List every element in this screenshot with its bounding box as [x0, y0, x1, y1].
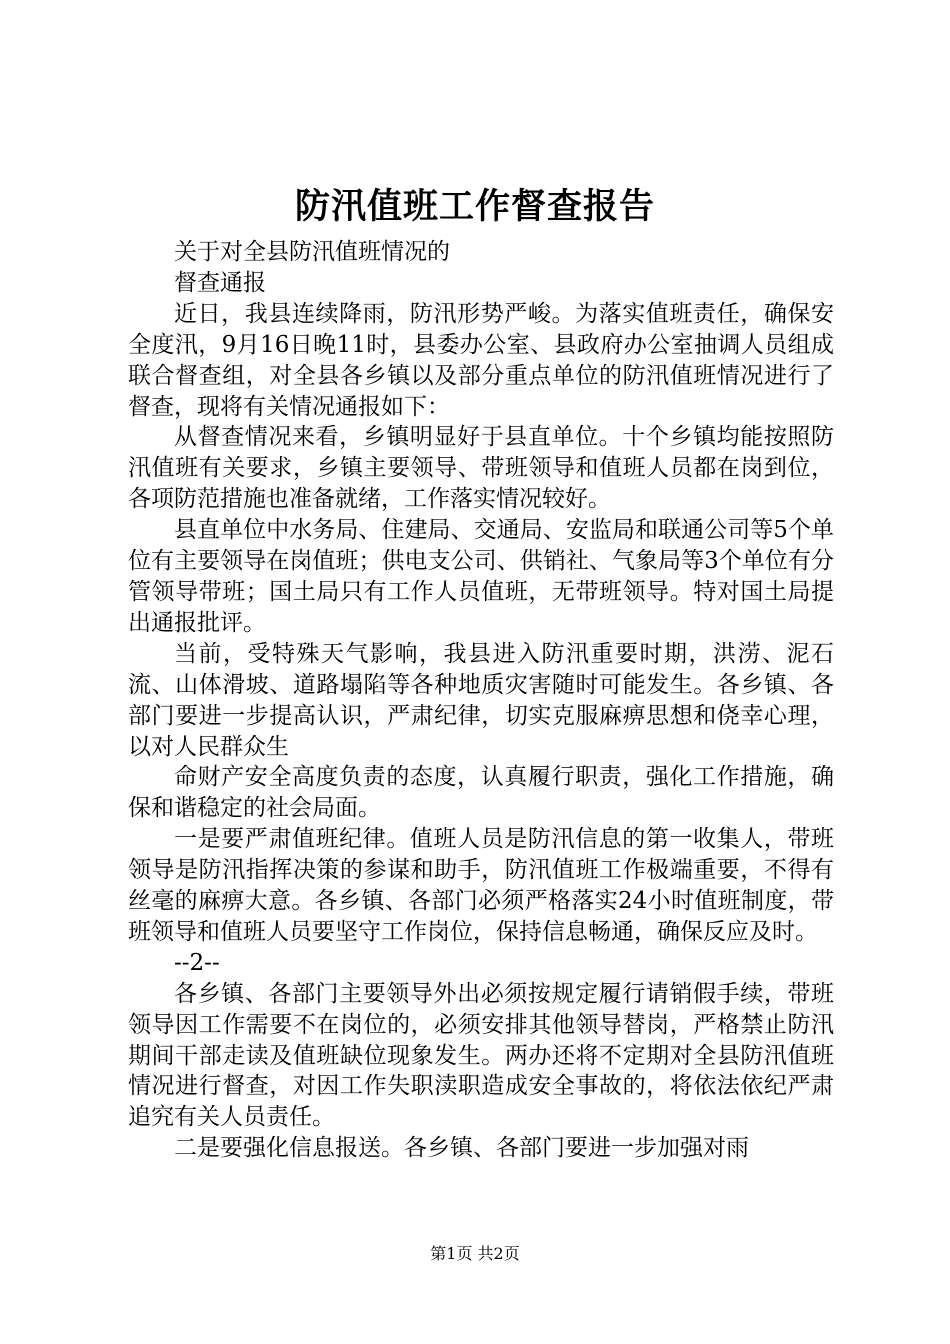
paragraph: 近日，我县连续降雨，防汛形势严峻。为落实值班责任，确保安全度汛，9月16日晚11时，县委办公室、县政府办公室抽调人员组成联合督查组，对全县各乡镇以及部分重点单位的防汛值班情况进行了督查，现将有关情况通报如下： — [128, 300, 834, 420]
document-title: 防汛值班工作督查报告 — [294, 186, 655, 227]
paragraph: 督查通报 — [174, 269, 266, 296]
paragraph: 各乡镇、各部门主要领导外出必须按规定履行请销假手续，带班领导因工作需要不在岗位的，必须安排其他领导替岗，严格禁止防汛期间干部走读及值班缺位现象发生。两办还将不定期对全县防汛值班情况进行督查，对因工作失职渎职造成安全事故的，将依法依纪严肃追究有关人员责任。 — [128, 980, 834, 1131]
paragraph: 从督查情况来看，乡镇明显好于县直单位。十个乡镇均能按照防汛值班有关要求，乡镇主要领导、带班领导和值班人员都在岗到位，各项防范措施也准备就绪，工作落实情况较好。 — [128, 424, 834, 513]
paragraph: 二是要强化信息报送。各乡镇、各部门要进一步加强对雨 — [174, 1135, 749, 1162]
paragraph: 县直单位中水务局、住建局、交通局、安监局和联通公司等5个单位有主要领导在岗值班；供电支公司、供销社、气象局等3个单位有分管领导带班；国土局只有工作人员值班，无带班领导。特对国土局提出通报批评。 — [128, 517, 834, 636]
page-marker: --2-- — [174, 949, 220, 976]
paragraph: 命财产安全高度负责的态度，认真履行职责，强化工作措施，确保和谐稳定的社会局面。 — [128, 764, 834, 822]
paragraph: 当前，受特殊天气影响，我县进入防汛重要时期，洪涝、泥石流、山体滑坡、道路塌陷等各种地质灾害随时可能发生。各乡镇、各部门要进一步提高认识，严肃纪律，切实克服麻痹思想和侥幸心理，以对人民群众生 — [128, 640, 834, 760]
page-footer: 第1页 共2页 — [430, 1244, 520, 1263]
paragraph: 关于对全县防汛值班情况的 — [174, 239, 450, 265]
paragraph: 一是要严肃值班纪律。值班人员是防汛信息的第一收集人，带班领导是防汛指挥决策的参谋和助手，防汛值班工作极端重要，不得有丝毫的麻痹大意。各乡镇、各部门必须严格落实24小时值班制度，带班领导和值班人员要坚守工作岗位，保持信息畅通，确保反应及时。 — [128, 826, 834, 945]
document-body — [128, 237, 834, 1164]
